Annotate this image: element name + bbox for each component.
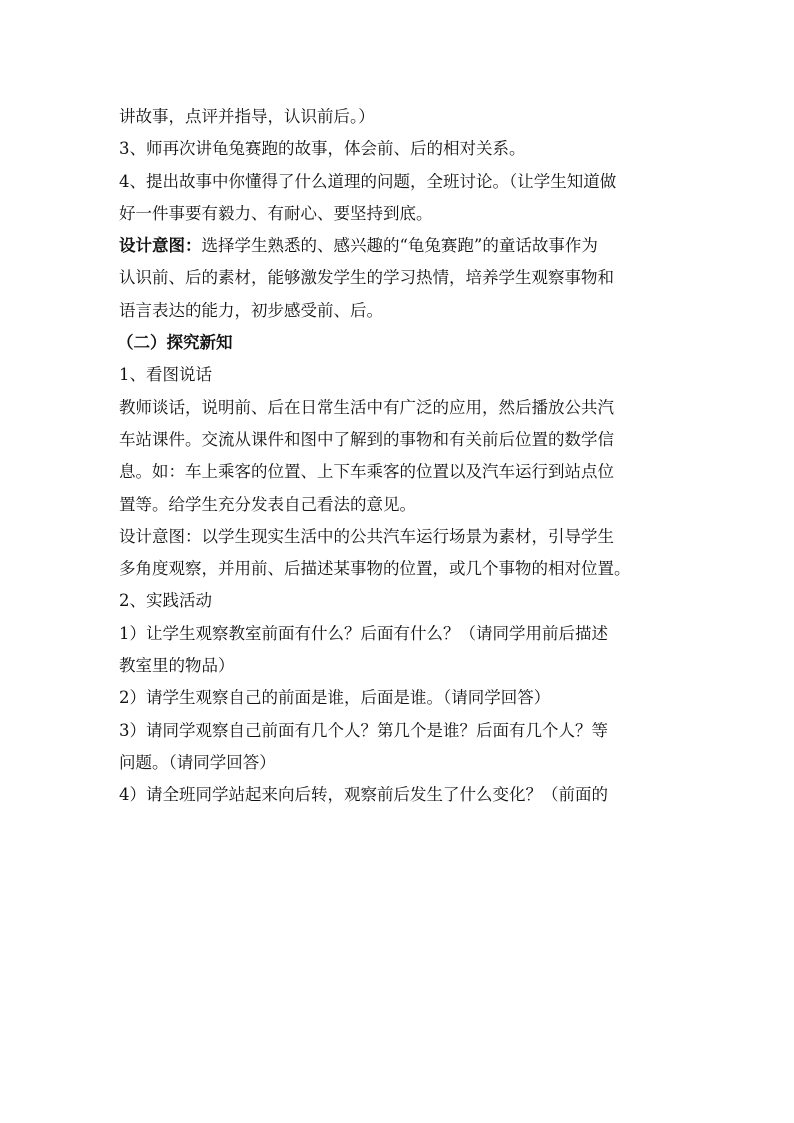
text-line: 息。如：车上乘客的位置、上下车乘客的位置以及汽车运行到站点位 bbox=[119, 462, 614, 482]
section-heading: （二）探究新知 bbox=[117, 333, 233, 353]
text-line: 置等。给学生充分发表自己看法的意见。 bbox=[119, 494, 416, 514]
text-line: 3）请同学观察自己前面有几个人？第几个是谁？后面有几个人？等 bbox=[119, 720, 608, 740]
subheading-line: 2、实践活动 bbox=[119, 591, 212, 611]
design-intent-line bbox=[119, 230, 679, 262]
text-line: 车站课件。交流从课件和图中了解到的事物和有关前后位置的数学信 bbox=[119, 429, 614, 449]
text-line: 多角度观察，并用前、后描述某事物的位置，或几个事物的相对位置。 bbox=[119, 559, 631, 579]
subheading-line: 1、看图说话 bbox=[119, 365, 212, 385]
text-line: 好一件事要有毅力、有耐心、要坚持到底。 bbox=[119, 203, 433, 223]
text-line: 教师谈话，说明前、后在日常生活中有广泛的应用，然后播放公共汽 bbox=[119, 397, 614, 417]
text-line: 2）请学生观察自己的前面是谁，后面是谁。（请同学回答） bbox=[119, 688, 551, 708]
text-line: 设计意图：以学生现实生活中的公共汽车运行场景为素材，引导学生 bbox=[119, 526, 614, 546]
text-line: 语言表达的能力，初步感受前、后。 bbox=[119, 300, 383, 320]
text-line: 3、师再次讲龟兔赛跑的故事，体会前、后的相对关系。 bbox=[119, 139, 526, 159]
document-body bbox=[119, 101, 679, 812]
text-line: 教室里的物品） bbox=[119, 656, 235, 676]
text-line: 认识前、后的素材，能够激发学生的学习热情，培养学生观察事物和 bbox=[119, 268, 614, 288]
design-intent-text: 选择学生熟悉的、感兴趣的“龟兔赛跑”的童话故事作为 bbox=[201, 236, 598, 256]
text-line: 问题。（请同学回答） bbox=[119, 752, 276, 772]
text-line: 讲故事，点评并指导，认识前后。） bbox=[119, 107, 375, 126]
text-line: 4、提出故事中你懂得了什么道理的问题，全班讨论。（让学生知道做 bbox=[119, 171, 617, 191]
design-intent-label: 设计意图： bbox=[119, 236, 202, 256]
text-line: 4）请全班同学站起来向后转，观察前后发生了什么变化？（前面的 bbox=[119, 785, 608, 805]
text-line: 1）让学生观察教室前面有什么？后面有什么？（请同学用前后描述 bbox=[119, 623, 608, 643]
